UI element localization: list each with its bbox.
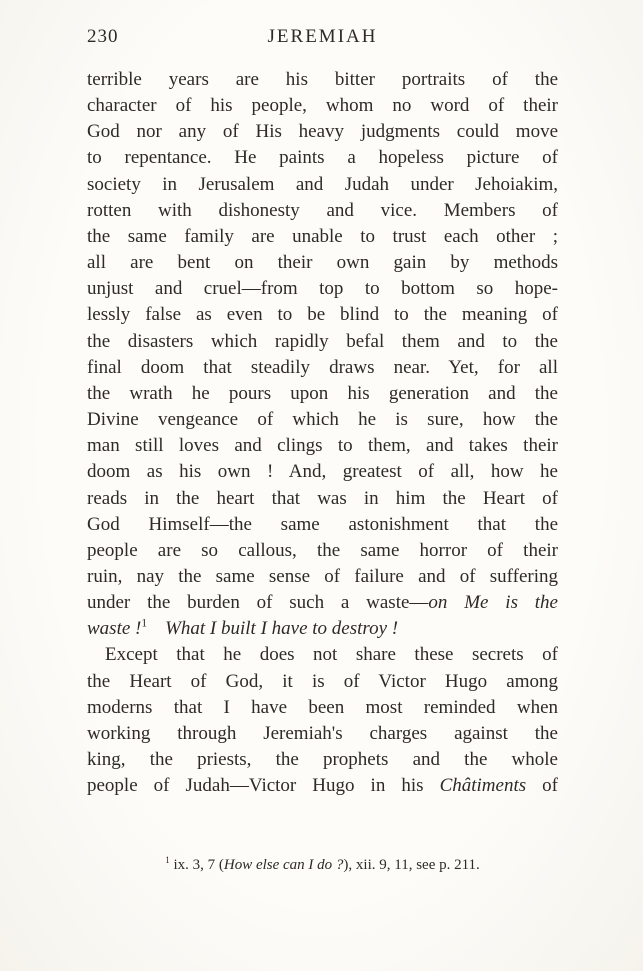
text-line: [87, 407, 558, 433]
text-segment: on Me is the: [428, 592, 558, 614]
text-line: [87, 721, 558, 747]
footnote-marker: 1: [141, 617, 148, 630]
text-line: [87, 564, 558, 590]
text-line: [87, 616, 558, 642]
text-segment: God Himself—the same astonishment that the: [87, 513, 558, 535]
text-line: [87, 459, 558, 485]
text-segment: society in Jerusalem and Judah under Jehoiakim,: [87, 173, 558, 195]
text-segment: people are so callous, the same horror of their: [87, 539, 558, 561]
text-segment: of: [526, 775, 559, 797]
page-number: 230: [87, 26, 119, 47]
footnote-marker: 1: [165, 855, 170, 865]
text-segment: ix. 3, 7 (: [169, 857, 224, 873]
text-segment: the same family are unable to trust each other ;: [87, 225, 558, 247]
text-segment: people of Judah—Victor Hugo in his: [87, 775, 440, 797]
text-segment: terrible years are his bitter portraits of the: [87, 69, 558, 90]
text-segment: doom as his own ! And, greatest of all, how he: [87, 461, 558, 483]
text-segment: under the burden of such a waste—: [87, 592, 429, 614]
text-line: [87, 381, 558, 407]
text-segment: How else can I do ?: [223, 857, 344, 873]
text-line: [87, 773, 558, 799]
text-segment: moderns that I have been most reminded when: [87, 696, 558, 718]
text-segment: reads in the heart that was in him the Heart of: [87, 487, 558, 509]
text-segment: waste !: [87, 618, 142, 640]
text-segment: to repentance. He paints a hopeless picture of: [87, 147, 558, 169]
text-line: [87, 276, 558, 302]
text-segment: What I built I have to destroy !: [165, 618, 399, 640]
text-line: [87, 119, 558, 145]
text-line: [87, 355, 558, 381]
text-line: [87, 747, 558, 773]
text-segment: final doom that steadily draws near. Yet, for all: [87, 356, 558, 378]
text-line: [87, 642, 558, 668]
text-line: [87, 590, 558, 616]
text-line: [87, 198, 558, 224]
text-line: [87, 538, 558, 564]
text-segment: working through Jeremiah's charges against the: [87, 722, 558, 744]
text-segment: man still loves and clings to them, and takes their: [87, 435, 558, 457]
text-line: [87, 486, 558, 512]
text-line: [87, 172, 558, 198]
text-segment: God nor any of His heavy judgments could move: [87, 121, 558, 143]
text-line: [87, 329, 558, 355]
text-line: [87, 67, 558, 93]
text-line: [87, 302, 558, 328]
text-segment: king, the priests, the prophets and the whole: [87, 749, 558, 771]
text-line: [87, 433, 558, 459]
text-segment: Except that he does not share these secrets of: [105, 644, 558, 666]
text-segment: unjust and cruel—from top to bottom so hope-: [87, 278, 558, 300]
paragraph: [87, 642, 558, 799]
text-line: [87, 695, 558, 721]
text-segment: Châtiments: [439, 775, 527, 797]
text-segment: Divine vengeance of which he is sure, how the: [87, 409, 558, 431]
text-line: [87, 93, 558, 119]
text-segment: rotten with dishonesty and vice. Members of: [87, 199, 558, 221]
body-text: [87, 67, 558, 799]
text-segment: lessly false as even to be blind to the meaning of: [87, 304, 558, 326]
footnote: [87, 855, 558, 875]
text-line: [87, 512, 558, 538]
text-segment: the wrath he pours upon his generation and the: [87, 382, 558, 404]
page-header: [87, 26, 558, 50]
text-segment: character of his people, whom no word of their: [87, 95, 558, 117]
text-line: [87, 250, 558, 276]
text-segment: ), xii. 9, 11, see p. 211.: [343, 857, 480, 873]
text-segment: the Heart of God, it is of Victor Hugo among: [87, 670, 558, 692]
text-segment: all are bent on their own gain by methods: [87, 252, 558, 274]
text-segment: ruin, nay the same sense of failure and of suffering: [87, 565, 558, 587]
text-line: [87, 145, 558, 171]
running-title: JEREMIAH: [267, 26, 378, 47]
paragraph: [87, 67, 558, 642]
text-line: [87, 669, 558, 695]
text-line: [87, 224, 558, 250]
text-segment: the disasters which rapidly befal them and to the: [87, 330, 558, 352]
